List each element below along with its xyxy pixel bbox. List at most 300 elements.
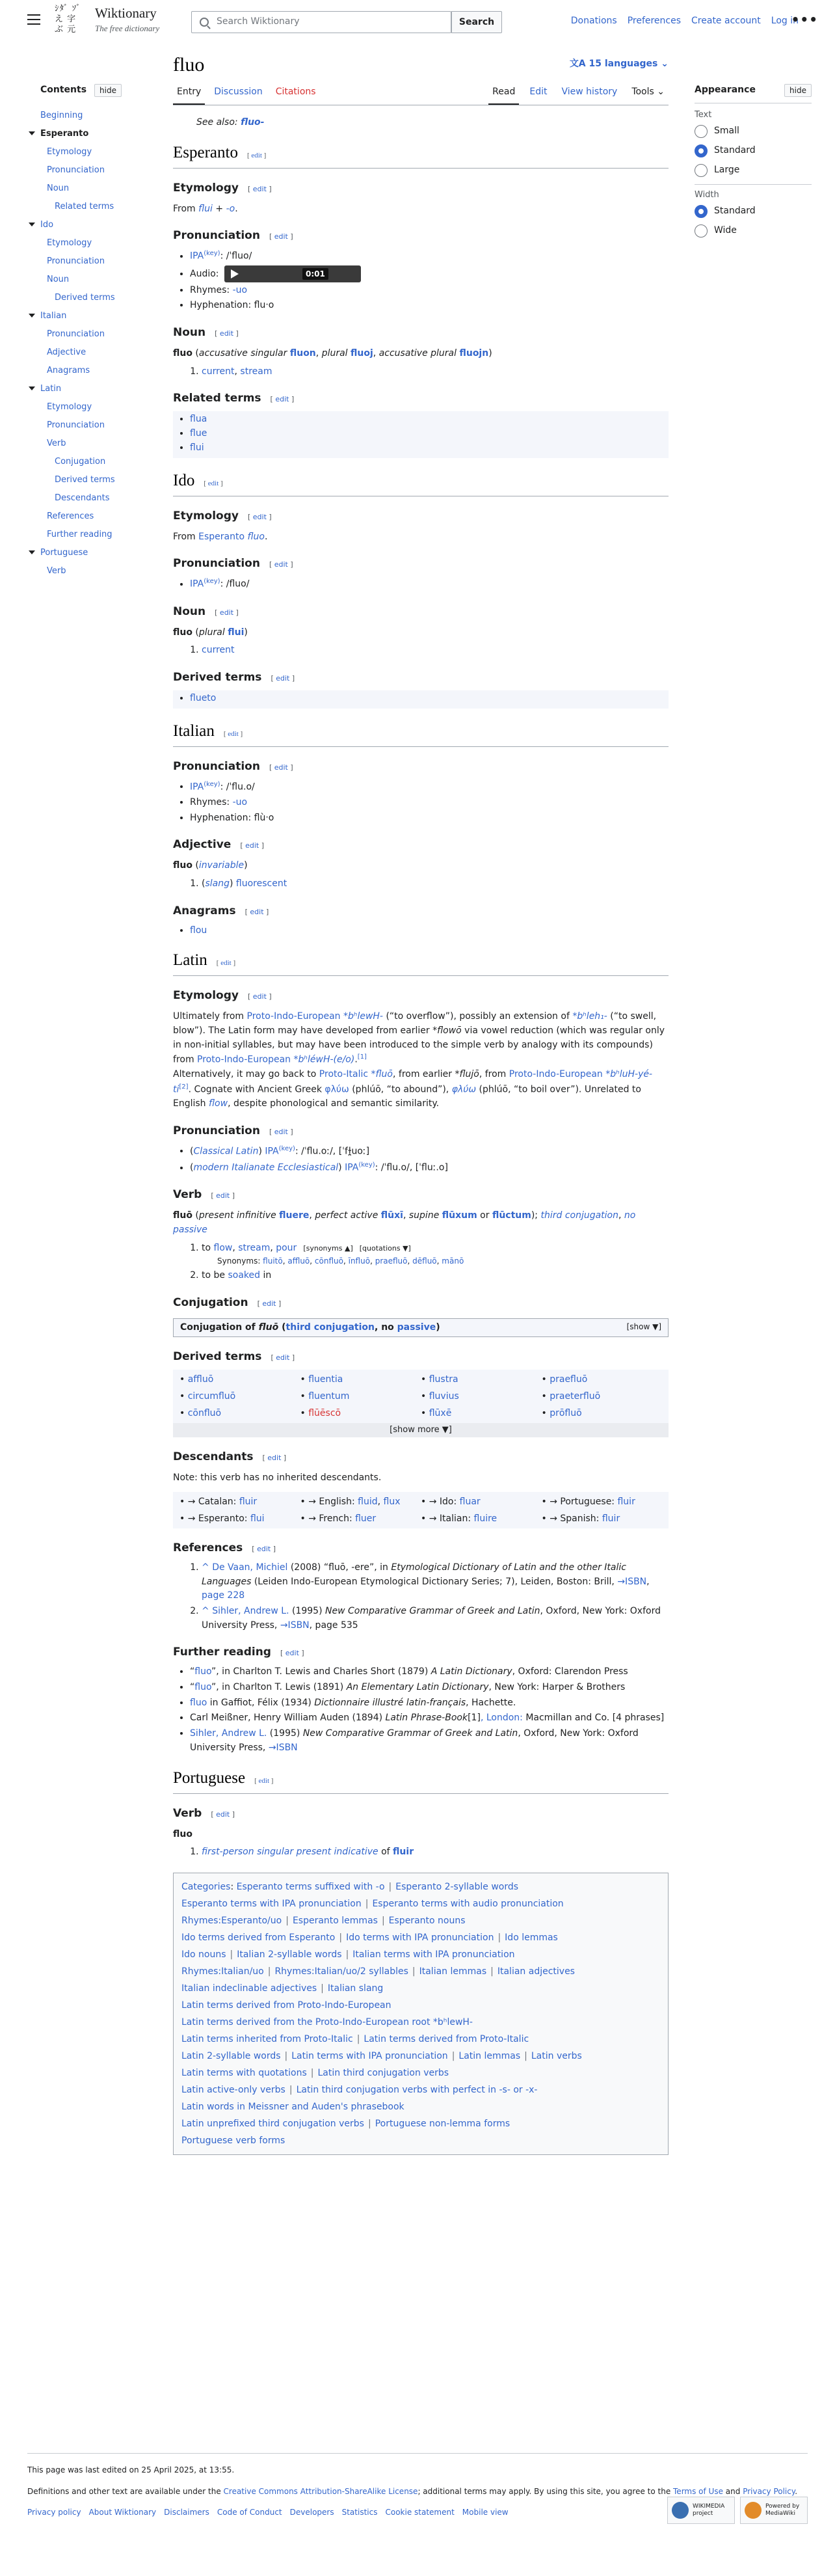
link[interactable]: ^	[202, 1606, 213, 1616]
category-line	[181, 2065, 660, 2081]
link[interactable]: De Vaan, Michiel	[212, 1562, 288, 1573]
tab-edit[interactable]: Edit	[529, 87, 548, 98]
edit-link[interactable]: edit	[220, 959, 232, 968]
more-options-icon[interactable]: •••	[791, 12, 818, 27]
edit-link[interactable]: edit	[228, 729, 239, 738]
audio-player[interactable]	[224, 265, 361, 282]
radio-option[interactable]	[695, 122, 812, 141]
link[interactable]: flow	[209, 1098, 228, 1109]
link[interactable]: flux	[383, 1496, 401, 1507]
preferences-link[interactable]: Preferences	[627, 16, 682, 26]
ipa-link[interactable]: IPA	[190, 578, 204, 590]
link[interactable]: stream	[238, 1242, 271, 1253]
toc-item-label[interactable]: Etymology	[47, 146, 92, 157]
wikimedia-badge[interactable]: WIKIMEDIA project	[667, 2497, 735, 2524]
toc-item[interactable]	[27, 471, 157, 489]
edit-link[interactable]: edit	[274, 763, 288, 772]
link[interactable]: fluar	[459, 1496, 481, 1507]
toc-item-label[interactable]: Etymology	[47, 237, 92, 248]
category-link[interactable]: Ido nouns	[181, 1949, 226, 1960]
list-item: • prōfluō	[541, 1408, 582, 1419]
link[interactable]: slang	[205, 878, 230, 889]
link[interactable]: Creative Commons Attribution-ShareAlike License	[223, 2486, 418, 2496]
category-link[interactable]: Latin terms with IPA pronunciation	[291, 2050, 448, 2061]
link[interactable]: flue	[190, 428, 207, 439]
link[interactable]: flūxum	[442, 1210, 477, 1221]
radio-option[interactable]	[695, 202, 812, 221]
ipa-link[interactable]: IPA	[265, 1146, 279, 1157]
conjugation-table-toggle[interactable]: Conjugation of fluō (third conjugation, no passive) [show ▼]	[173, 1318, 669, 1338]
category-link[interactable]: Latin lemmas	[458, 2050, 521, 2061]
link[interactable]: fluentum	[308, 1391, 350, 1402]
separator: |	[345, 1949, 349, 1960]
category-link[interactable]: Ido terms derived from Esperanto	[181, 1932, 336, 1943]
link[interactable]: fluir	[617, 1496, 635, 1507]
edit-link[interactable]: edit	[276, 1353, 290, 1363]
edit-link[interactable]: edit	[252, 184, 267, 193]
link[interactable]: praeterfluō	[550, 1391, 601, 1402]
create-account-link[interactable]: Create account	[691, 16, 761, 26]
radio-icon[interactable]	[695, 224, 708, 237]
edit-link[interactable]: edit	[216, 1191, 230, 1200]
text: “	[190, 1666, 195, 1677]
donations-link[interactable]: Donations	[570, 16, 617, 26]
appearance-hide-button[interactable]: hide	[784, 84, 812, 97]
synonyms-toggle[interactable]: [synonyms ▲]	[303, 1243, 353, 1253]
link[interactable]: third conjugation	[540, 1210, 618, 1221]
key-link[interactable]: (key)	[204, 780, 220, 788]
toc-item-label[interactable]: Portuguese	[40, 547, 88, 558]
toc-item-label[interactable]: Conjugation	[55, 456, 106, 467]
toc-item[interactable]	[27, 289, 157, 307]
link[interactable]: flūxē	[429, 1408, 452, 1419]
toc-item-label[interactable]: Noun	[47, 274, 70, 284]
toc-item[interactable]	[27, 489, 157, 508]
references-list	[202, 1561, 669, 1633]
synonym-link[interactable]: fluitō	[263, 1256, 283, 1266]
link[interactable]: fluo	[194, 1682, 212, 1693]
toc-item[interactable]	[27, 362, 157, 380]
toc-item-label[interactable]: Further reading	[47, 529, 113, 539]
text: Ultimately from	[173, 1011, 247, 1022]
site-name[interactable]: Wiktionary	[95, 5, 157, 21]
link[interactable]: fluo	[247, 531, 265, 542]
link[interactable]: flui	[250, 1513, 265, 1524]
toc-item-label[interactable]: Noun	[47, 183, 70, 193]
link[interactable]: Terms of Use	[673, 2486, 723, 2496]
wikimedia-logo-icon	[672, 2502, 689, 2519]
link[interactable]: fluoj	[351, 348, 373, 359]
toc-item[interactable]	[27, 143, 157, 161]
toc-item[interactable]	[27, 416, 157, 435]
link[interactable]: page 228	[202, 1590, 245, 1601]
toc-item-label[interactable]: Esperanto	[40, 128, 89, 139]
footer-link[interactable]: Mobile view	[462, 2508, 509, 2517]
toc-item[interactable]	[27, 526, 157, 544]
tab-read[interactable]: Read	[488, 85, 519, 105]
link[interactable]: fluojn	[459, 348, 489, 359]
toc-item[interactable]	[27, 198, 157, 216]
link[interactable]: fluo	[190, 1697, 207, 1708]
ipa-link[interactable]: IPA	[190, 781, 204, 793]
rhymes-link[interactable]: -uo	[232, 796, 248, 807]
link[interactable]: fluir	[239, 1496, 258, 1507]
category-link[interactable]: Latin terms derived from Proto-Indo-European	[181, 2000, 391, 2011]
link[interactable]: fluo	[194, 1666, 212, 1677]
category-link[interactable]: Italian indeclinable adjectives	[181, 1983, 317, 1994]
edit-link[interactable]: edit	[274, 560, 288, 569]
site-tagline: The free dictionary	[95, 23, 160, 33]
category-link[interactable]: Esperanto nouns	[388, 1915, 466, 1926]
category-link[interactable]: Italian slang	[327, 1983, 384, 1994]
tools-menu[interactable]: Tools ⌄	[631, 87, 665, 98]
link[interactable]: current	[202, 645, 235, 656]
category-link[interactable]: Latin terms with quotations	[181, 2067, 307, 2078]
category-link[interactable]: Rhymes:Italian/uo	[181, 1966, 264, 1977]
toc-item[interactable]	[27, 271, 157, 289]
link[interactable]: fluer	[355, 1513, 377, 1524]
toc-item[interactable]	[27, 562, 157, 580]
category-link[interactable]: Ido lemmas	[505, 1932, 558, 1943]
edit-link[interactable]: edit	[275, 395, 289, 404]
synonyms-label: Synonyms:	[217, 1256, 263, 1266]
category-link[interactable]: Portuguese verb forms	[181, 2135, 285, 2146]
toc-item-label[interactable]: Anagrams	[47, 365, 90, 375]
footer-link[interactable]: About Wiktionary	[88, 2508, 157, 2517]
key-link[interactable]: (key)	[358, 1161, 375, 1169]
toc-item-label[interactable]: Pronunciation	[47, 329, 105, 339]
footer-link[interactable]: Privacy policy	[27, 2508, 81, 2517]
toc-item-label[interactable]: Derived terms	[55, 474, 115, 485]
text: , page 535	[309, 1620, 358, 1631]
radio-icon[interactable]	[695, 205, 708, 218]
edit-link[interactable]: edit	[257, 1544, 271, 1553]
toc-item-label[interactable]: Pronunciation	[47, 420, 105, 430]
link[interactable]: →ISBN	[280, 1620, 310, 1631]
link[interactable]: fluid	[358, 1496, 378, 1507]
language-selector[interactable]: 文A 15 languages ⌄	[569, 59, 669, 69]
link[interactable]: φλύω	[325, 1084, 349, 1095]
category-link[interactable]: Ido terms with IPA pronunciation	[346, 1932, 494, 1943]
category-link[interactable]: Rhymes:Esperanto/uo	[181, 1915, 282, 1926]
link[interactable]: third conjugation	[285, 1322, 375, 1333]
link[interactable]: prōfluō	[550, 1408, 582, 1419]
toc-item[interactable]	[27, 398, 157, 416]
link[interactable]: fluvius	[429, 1391, 459, 1402]
search-button[interactable]: Search	[451, 11, 502, 33]
category-link[interactable]: Latin terms derived from Proto-Italic	[364, 2033, 529, 2044]
link[interactable]: flustra	[429, 1374, 458, 1385]
link[interactable]: fluir	[602, 1513, 620, 1524]
toc-item-label[interactable]: References	[47, 511, 94, 521]
ipa-link[interactable]: IPA	[345, 1162, 359, 1173]
category-link[interactable]: Latin terms inherited from Proto-Italic	[181, 2033, 353, 2044]
category-link[interactable]: Esperanto lemmas	[292, 1915, 378, 1926]
footnote-ref[interactable]	[179, 1083, 188, 1091]
edit-link[interactable]: edit	[258, 1776, 270, 1785]
footer-link[interactable]: Disclaimers	[164, 2508, 209, 2517]
link[interactable]: no passive	[173, 1210, 636, 1235]
edit-link[interactable]: edit	[252, 992, 267, 1001]
toc-item-label[interactable]: Ido	[40, 219, 54, 230]
category-link[interactable]: Latin third conjugation verbs with perfect in -s- or -x-	[296, 2084, 538, 2095]
link[interactable]: passive	[397, 1322, 436, 1333]
link[interactable]: fluentia	[308, 1374, 343, 1385]
link[interactable]: current	[202, 366, 235, 377]
category-link[interactable]: Italian adjectives	[497, 1966, 575, 1977]
link[interactable]: -o	[226, 203, 235, 214]
footnote-ref[interactable]	[358, 1053, 367, 1061]
toc-item[interactable]	[27, 234, 157, 252]
edit-link[interactable]: edit	[207, 479, 219, 487]
link[interactable]: *bʰleh₁-	[572, 1011, 607, 1022]
key-link[interactable]: (key)	[278, 1145, 295, 1152]
chevron-down-icon[interactable]	[29, 550, 35, 554]
category-link[interactable]: Rhymes:Italian/uo/2 syllables	[274, 1966, 408, 1977]
link[interactable]: Sihler, Andrew L.	[190, 1728, 267, 1739]
toc-item-label[interactable]: Descendants	[55, 493, 110, 503]
link[interactable]: Proto-Indo-European	[197, 1055, 291, 1066]
synonym-link[interactable]: īnfluō	[348, 1256, 371, 1266]
further-reading-item	[190, 1696, 669, 1711]
link[interactable]: flui	[190, 442, 204, 453]
radio-option[interactable]	[695, 161, 812, 180]
link[interactable]: Proto-Indo-European	[246, 1011, 341, 1022]
toc-item[interactable]	[27, 107, 157, 125]
link[interactable]: ^	[202, 1562, 213, 1573]
see-also-link[interactable]: fluo-	[241, 117, 265, 128]
edit-link[interactable]: edit	[276, 673, 290, 683]
link[interactable]: fluon	[289, 348, 316, 359]
show-button[interactable]: [show ▼]	[626, 1322, 661, 1331]
edit-link[interactable]: edit	[251, 151, 262, 159]
link[interactable]: stream	[240, 366, 272, 377]
link[interactable]: fluere	[279, 1210, 310, 1221]
link[interactable]: φλύω	[451, 1084, 477, 1095]
quotations-toggle[interactable]: [quotations ▼]	[359, 1243, 411, 1253]
link[interactable]: Esperanto	[198, 531, 245, 542]
category-link[interactable]: Italian lemmas	[419, 1966, 487, 1977]
link[interactable]: flua	[190, 414, 207, 425]
toc-item[interactable]	[27, 161, 157, 180]
category-link[interactable]: Latin active-only verbs	[181, 2084, 285, 2095]
link[interactable]: fluorescent	[235, 878, 287, 889]
search-input[interactable]	[191, 11, 451, 33]
ipa-link[interactable]: IPA	[190, 251, 204, 262]
toc-hide-button[interactable]: hide	[94, 84, 122, 97]
radio-option[interactable]	[695, 221, 812, 241]
text: , Hachette.	[466, 1697, 516, 1708]
tab-discussion[interactable]: Discussion	[214, 87, 263, 98]
link[interactable]: flūxī	[380, 1210, 403, 1221]
edit-link[interactable]: edit	[245, 841, 259, 850]
synonym-link[interactable]: affluō	[287, 1256, 310, 1266]
descendants-note: Note: this verb has no inherited descendants.	[173, 1472, 382, 1484]
toc-item[interactable]	[27, 380, 157, 398]
chevron-down-icon[interactable]	[29, 386, 35, 390]
footnote-link[interactable]: [2]	[179, 1083, 189, 1091]
category-link[interactable]: Portuguese non-lemma forms	[375, 2118, 510, 2129]
toc-item-label[interactable]: Adjective	[47, 347, 86, 357]
link[interactable]: soaked	[228, 1269, 261, 1281]
link[interactable]: flui	[228, 627, 245, 638]
tab-view-history[interactable]: View history	[561, 87, 618, 98]
edit-link[interactable]: edit	[285, 1649, 299, 1658]
text: (1995)	[289, 1606, 325, 1616]
link[interactable]: fluir	[393, 1847, 414, 1858]
link[interactable]: pour	[276, 1242, 297, 1253]
link[interactable]: circumfluō	[187, 1391, 236, 1402]
footnote-link[interactable]: [1]	[357, 1053, 367, 1061]
edit-link[interactable]: edit	[267, 1454, 282, 1463]
link[interactable]: cōnfluō	[187, 1408, 222, 1419]
play-icon[interactable]	[231, 269, 239, 278]
link[interactable]: *bʰlewH-	[343, 1011, 383, 1022]
category-link[interactable]: Italian terms with IPA pronunciation	[352, 1949, 515, 1960]
synonym-link[interactable]: cōnfluō	[314, 1256, 343, 1266]
synonym-link[interactable]: praefluō	[375, 1256, 408, 1266]
link[interactable]: Privacy Policy	[743, 2486, 795, 2496]
link[interactable]: , London:	[480, 1713, 526, 1724]
it-anagrams-heading: Anagrams [ edit ]	[173, 904, 269, 917]
chevron-down-icon[interactable]	[29, 223, 35, 226]
categories-label[interactable]: Categories	[181, 1881, 231, 1892]
edit-link[interactable]: edit	[219, 329, 234, 338]
synonym-link[interactable]: mānō	[442, 1256, 464, 1266]
toc-item-label[interactable]: Related terms	[55, 201, 114, 211]
toc-item-label[interactable]: Latin	[40, 383, 62, 394]
list-item: • → Catalan: fluir	[179, 1496, 258, 1507]
tab-citations[interactable]: Citations	[275, 87, 316, 98]
toc-item-label[interactable]: Verb	[47, 438, 66, 448]
link[interactable]: flūēscō	[308, 1408, 341, 1419]
rhymes-link[interactable]: -uo	[232, 284, 248, 295]
toc-item-label[interactable]: Pronunciation	[47, 165, 105, 175]
key-link[interactable]: (key)	[204, 250, 220, 258]
toc-item[interactable]	[27, 435, 157, 453]
category-link[interactable]: Latin terms derived from the Proto-Indo-European root *bʰlewH-	[181, 2016, 473, 2027]
eo-noun-heading: Noun [ edit ]	[173, 326, 239, 340]
toc-item[interactable]	[27, 344, 157, 362]
toc-item[interactable]	[27, 125, 157, 143]
tab-entry[interactable]: Entry	[173, 85, 205, 105]
edit-link[interactable]: edit	[274, 232, 288, 241]
category-link[interactable]: Esperanto 2-syllable words	[395, 1881, 519, 1892]
category-link[interactable]: Latin verbs	[531, 2050, 582, 2061]
link[interactable]: Proto-Italic	[319, 1068, 369, 1079]
text: “	[190, 1682, 195, 1693]
toc-item[interactable]	[27, 252, 157, 271]
toc-item-label[interactable]: Etymology	[47, 401, 92, 412]
link[interactable]: affluō	[187, 1374, 214, 1385]
link[interactable]: flueto	[190, 692, 217, 703]
link[interactable]: flūctum	[492, 1210, 531, 1221]
io-derived-terms	[173, 690, 669, 709]
category-link[interactable]: Esperanto terms suffixed with -o	[236, 1881, 385, 1892]
link[interactable]: →ISBN	[617, 1576, 647, 1587]
footer-link[interactable]: Cookie statement	[385, 2508, 455, 2517]
chevron-down-icon: ⌄	[661, 59, 669, 69]
descendant-column	[542, 1493, 663, 1527]
link[interactable]: flow	[213, 1242, 233, 1253]
toc-item-label[interactable]: Italian	[40, 310, 67, 321]
edit-link[interactable]: edit	[252, 512, 267, 521]
it-adjective-heading: Adjective [ edit ]	[173, 838, 265, 852]
category-link[interactable]: Latin third conjugation verbs	[317, 2067, 449, 2078]
synonym-link[interactable]: dēfluō	[412, 1256, 437, 1266]
link[interactable]: *bʰléwH-(e/o)	[293, 1055, 355, 1066]
toc-item[interactable]	[27, 544, 157, 562]
link[interactable]: flou	[190, 925, 207, 936]
link[interactable]: Proto-Indo-European	[509, 1068, 603, 1079]
radio-option[interactable]	[695, 141, 812, 161]
link[interactable]: flui	[198, 203, 213, 214]
edit-link[interactable]: edit	[262, 1299, 276, 1308]
toc-item-label[interactable]: Beginning	[40, 110, 83, 120]
text: .	[354, 1055, 358, 1066]
link[interactable]: Classical Latin	[193, 1146, 259, 1157]
link[interactable]: *fluō	[371, 1068, 393, 1079]
footer-link[interactable]: Code of Conduct	[217, 2508, 282, 2517]
toc-item-label[interactable]: Pronunciation	[47, 256, 105, 266]
link[interactable]: Sihler, Andrew L.	[212, 1606, 289, 1616]
toc-item[interactable]	[27, 453, 157, 471]
toc-item[interactable]	[27, 307, 157, 325]
category-link[interactable]: Italian 2-syllable words	[237, 1949, 342, 1960]
link[interactable]: *bʰluH-yé-ti	[173, 1068, 653, 1095]
footer-link[interactable]: Developers	[289, 2508, 334, 2517]
mediawiki-badge[interactable]: Powered by MediaWiki	[740, 2497, 808, 2524]
category-link[interactable]: Latin unprefixed third conjugation verbs	[181, 2118, 364, 2129]
edit-link[interactable]: edit	[216, 1810, 230, 1819]
translate-icon: 文A	[569, 59, 589, 69]
category-link[interactable]: Latin words in Meissner and Auden's phrasebook	[181, 2101, 404, 2112]
toc-item-label[interactable]: Derived terms	[55, 292, 115, 303]
toc-item-label[interactable]: Verb	[47, 565, 66, 576]
link[interactable]: praefluō	[550, 1374, 588, 1385]
log-in-link[interactable]: Log in	[771, 16, 799, 26]
text: , Oxford, New York: Oxford University Press,	[202, 1606, 661, 1631]
key-link[interactable]: (key)	[204, 578, 220, 586]
category-link[interactable]: Esperanto terms with IPA pronunciation	[181, 1898, 362, 1909]
link[interactable]: invariable	[198, 860, 245, 871]
toc-item[interactable]	[27, 325, 157, 344]
wiktionary-logo[interactable]: ｼﾀﾞ ｿﾞ え 字 ぶ 元	[55, 4, 81, 34]
radio-icon[interactable]	[695, 125, 708, 138]
toc-item[interactable]	[27, 180, 157, 198]
toc-item[interactable]	[27, 508, 157, 526]
category-link[interactable]: Esperanto terms with audio pronunciation	[372, 1898, 564, 1909]
show-more-button[interactable]: [show more ▼]	[173, 1423, 669, 1437]
main-menu-icon[interactable]	[27, 14, 40, 25]
edit-link[interactable]: edit	[250, 907, 264, 916]
chevron-down-icon[interactable]	[29, 314, 35, 318]
chevron-down-icon[interactable]	[29, 131, 35, 135]
separator: |	[490, 1966, 494, 1977]
radio-icon[interactable]	[695, 144, 708, 157]
link[interactable]: first-person singular present indicative	[202, 1847, 378, 1858]
link[interactable]: →ISBN	[268, 1742, 298, 1753]
link[interactable]: modern Italianate Ecclesiastical	[193, 1162, 339, 1173]
edit-link[interactable]: edit	[219, 608, 234, 617]
category-link[interactable]: Latin 2-syllable words	[181, 2050, 281, 2061]
footer-link[interactable]: Statistics	[341, 2508, 378, 2517]
link[interactable]: fluire	[473, 1513, 497, 1524]
toc-item[interactable]	[27, 216, 157, 234]
text: .	[795, 2486, 798, 2496]
radio-icon[interactable]	[695, 164, 708, 177]
edit-link[interactable]: edit	[274, 1127, 288, 1136]
